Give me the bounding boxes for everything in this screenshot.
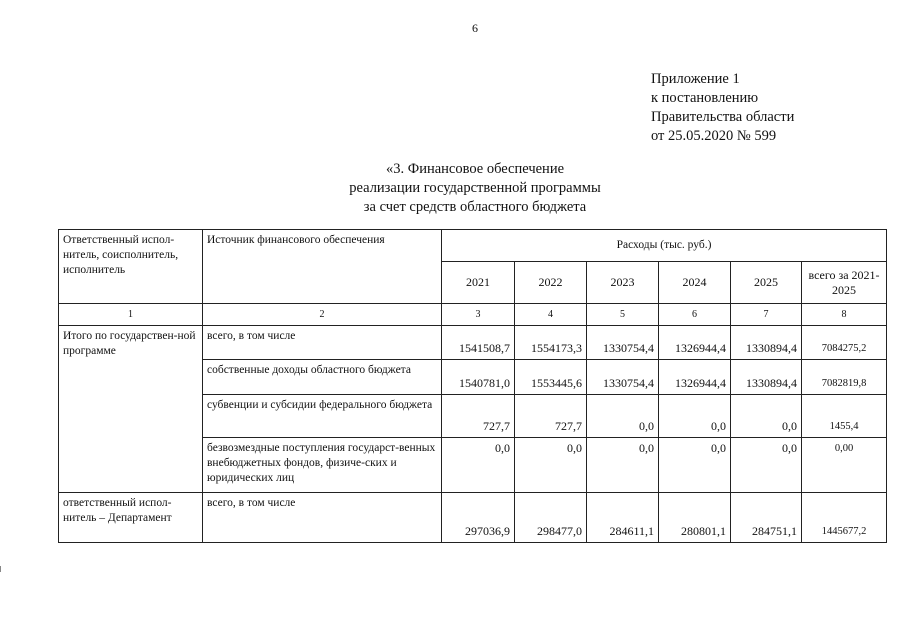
header-responsible: Ответственный испол-нитель, соисполнитель, исполнитель (59, 230, 203, 304)
title-line: за счет средств областного бюджета (363, 199, 587, 215)
value-cell: 1554173,3 (515, 326, 587, 360)
title-line: «3. Финансовое обеспечение (385, 161, 565, 177)
value-cell: 1541508,7 (442, 326, 515, 360)
column-index: 2 (203, 304, 442, 326)
source-cell: всего, в том числе (203, 493, 442, 543)
financing-table (58, 229, 887, 543)
value-cell: 298477,0 (515, 493, 587, 543)
appendix-line: Приложение 1 (651, 71, 740, 87)
header-expenses: Расходы (тыс. руб.) (442, 230, 887, 262)
value-cell: 1326944,4 (659, 326, 731, 360)
source-cell: безвозмездные поступления государст-венных внебюджетных фондов, физиче-ских и юридических лиц (203, 438, 442, 493)
total-cell: 7084275,2 (802, 326, 887, 360)
total-cell: 1455,4 (802, 395, 887, 438)
header-year: 2021 (442, 262, 515, 304)
appendix-block (651, 70, 794, 146)
header-year: 2023 (587, 262, 659, 304)
value-cell: 1326944,4 (659, 360, 731, 395)
value-cell: 297036,9 (442, 493, 515, 543)
source-cell: субвенции и субсидии федерального бюджета (203, 395, 442, 438)
value-cell: 0,0 (587, 395, 659, 438)
value-cell: 1330754,4 (587, 360, 659, 395)
value-cell: 0,0 (659, 395, 731, 438)
header-total: всего за 2021-2025 (802, 262, 887, 304)
value-cell: 280801,1 (659, 493, 731, 543)
title-line: реализации государственной программы (349, 180, 601, 196)
value-cell: 0,0 (731, 395, 802, 438)
value-cell: 0,0 (587, 438, 659, 493)
header-year: 2024 (659, 262, 731, 304)
responsible-cell: Итого по государствен-ной программе (59, 326, 203, 493)
header-source: Источник финансового обеспечения (203, 230, 442, 304)
column-index: 7 (731, 304, 802, 326)
appendix-line: к постановлению (651, 90, 759, 106)
header-row (59, 230, 887, 262)
appendix-line: от 25.05.2020 № 599 (651, 128, 777, 144)
column-index: 6 (659, 304, 731, 326)
column-index-row (59, 304, 887, 326)
margin-mark (0, 566, 4, 572)
total-cell: 0,00 (802, 438, 887, 493)
value-cell: 1540781,0 (442, 360, 515, 395)
column-index: 5 (587, 304, 659, 326)
page-number: 6 (472, 21, 478, 35)
total-cell: 1445677,2 (802, 493, 887, 543)
value-cell: 284751,1 (731, 493, 802, 543)
value-cell: 1330894,4 (731, 360, 802, 395)
column-index: 4 (515, 304, 587, 326)
value-cell: 1330754,4 (587, 326, 659, 360)
responsible-cell: ответственный испол-нитель – Департамент (59, 493, 203, 543)
value-cell: 1553445,6 (515, 360, 587, 395)
value-cell: 0,0 (442, 438, 515, 493)
column-index: 8 (802, 304, 887, 326)
appendix-line: Правительства области (651, 109, 795, 125)
total-cell: 7082819,8 (802, 360, 887, 395)
value-cell: 727,7 (442, 395, 515, 438)
source-cell: собственные доходы областного бюджета (203, 360, 442, 395)
value-cell: 284611,1 (587, 493, 659, 543)
value-cell: 0,0 (659, 438, 731, 493)
value-cell: 0,0 (515, 438, 587, 493)
table-row (59, 326, 887, 360)
header-year: 2025 (731, 262, 802, 304)
value-cell: 727,7 (515, 395, 587, 438)
table-row (59, 493, 887, 543)
column-index: 3 (442, 304, 515, 326)
section-title (0, 160, 905, 217)
header-year: 2022 (515, 262, 587, 304)
value-cell: 1330894,4 (731, 326, 802, 360)
source-cell: всего, в том числе (203, 326, 442, 360)
value-cell: 0,0 (731, 438, 802, 493)
column-index: 1 (59, 304, 203, 326)
